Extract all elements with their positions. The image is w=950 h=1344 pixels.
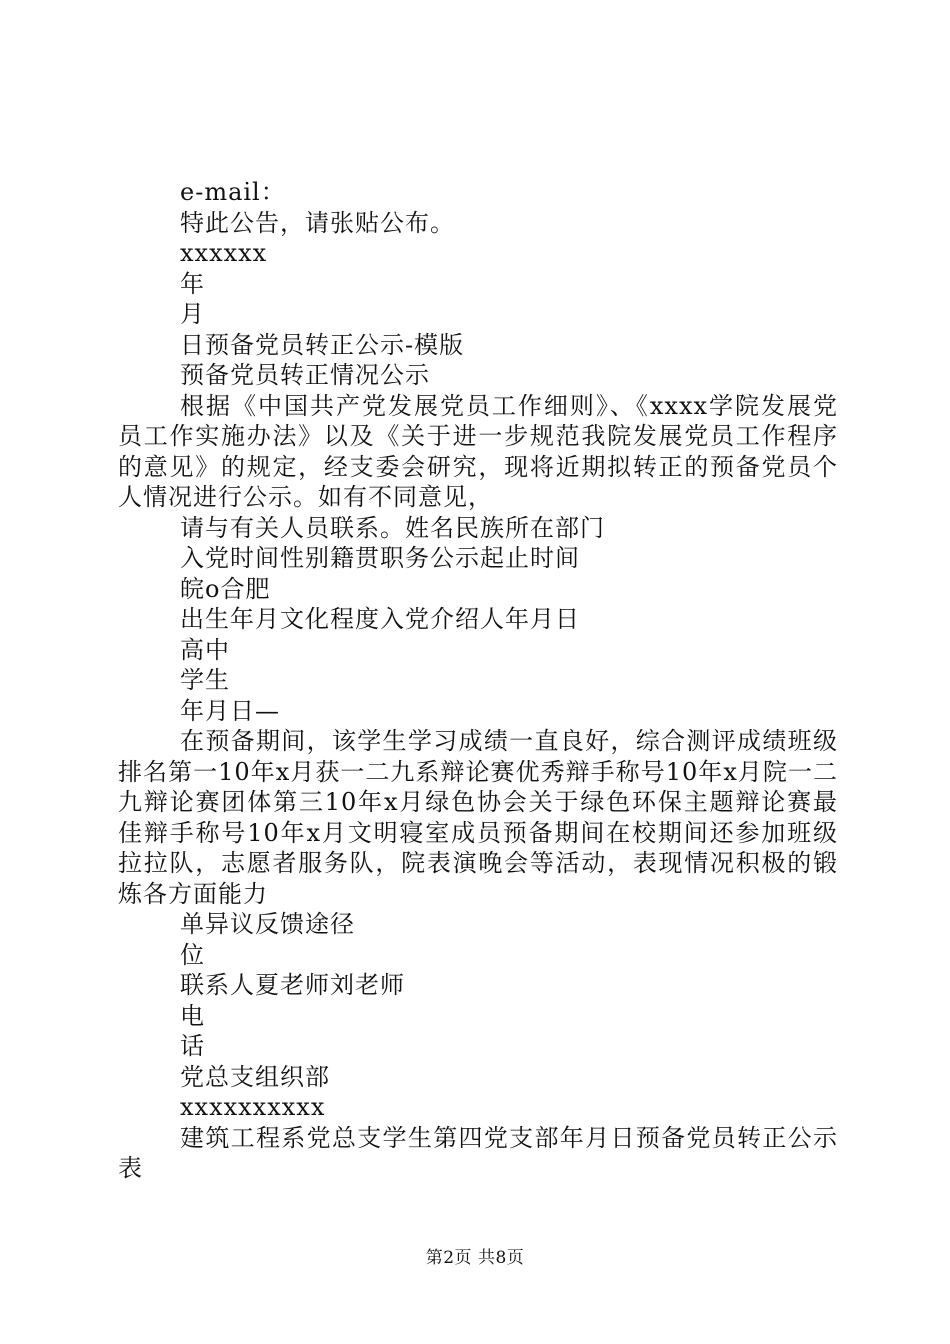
phone-line-1: 电 — [180, 1001, 205, 1030]
year-line: 年 — [180, 269, 205, 298]
intro-paragraph: 根据《中国共产党发展党员工作细则》、《xxxx学院发展党员工作实施办法》以及《关于进一步规范我院发展党员工作程序的意见》的规定，经支委会研究，现将近期拟转正的预备党员个人情况进行公示。如有不同意见， — [118, 391, 838, 511]
table-line-2: 入党时间性别籍贯职务公示起止时间 — [180, 544, 580, 572]
table-line-3: 皖o合肥 — [180, 574, 271, 603]
section-heading: 预备党员转正情况公示 — [180, 361, 430, 389]
month-line: 月 — [180, 300, 205, 328]
email-line: e-mail： — [180, 178, 286, 206]
feedback-line-1: 单异议反馈途径 — [180, 910, 355, 938]
org-dept-line: 党总支组织部 — [180, 1062, 330, 1091]
table-line-4: 出生年月文化程度入党介绍人年月日 — [180, 605, 580, 633]
notice-line: 特此公告，请张贴公布。 — [180, 208, 455, 237]
phone-number-line: xxxxxxxxxx — [180, 1093, 326, 1121]
contact-line: 联系人夏老师刘老师 — [180, 971, 405, 999]
document-body — [118, 177, 838, 1184]
table-line-6: 学生 — [180, 666, 230, 694]
closing-paragraph: 建筑工程系党总支学生第四党支部年月日预备党员转正公示表 — [118, 1123, 838, 1182]
placeholder-line: xxxxxx — [180, 239, 268, 267]
phone-line-2: 话 — [180, 1032, 205, 1060]
doc-title-line: 日预备党员转正公示-模版 — [180, 330, 465, 359]
table-line-7: 年月日— — [180, 696, 280, 725]
table-line-5: 高中 — [180, 635, 230, 664]
table-line-1: 请与有关人员联系。姓名民族所在部门 — [180, 513, 605, 542]
feedback-line-2: 位 — [180, 940, 205, 969]
page-footer: 第2页 共8页 — [425, 1248, 525, 1268]
performance-paragraph: 在预备期间，该学生学习成绩一直良好，综合测评成绩班级排名第一10年x月获一二九系辩论赛优秀辩手称号10年x月院一二九辩论赛团体第三10年x月绿色协会关于绿色环保主题辩论赛最佳辩手称号10年x月文明寝室成员预备期间在校期间还参加班级拉拉队，志愿者服务队，院表演晚会等活动，表现情况积极的锻炼各方面能力 — [118, 727, 838, 908]
